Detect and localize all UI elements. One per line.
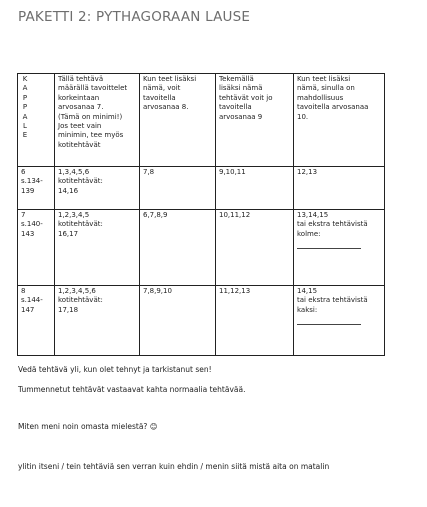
self-assessment-question: Miten meni noin omasta mielestä? 😊 [18, 422, 158, 431]
table-header-row [18, 74, 385, 167]
grade-9-tasks-cell: 9,10,11 [216, 167, 294, 210]
task-plan-table [17, 73, 385, 356]
grade-8-tasks-cell: 6,7,8,9 [140, 210, 216, 286]
grade-7-tasks-cell: 1,3,4,5,6 kotitehtävät: 14,16 [55, 167, 140, 210]
header-grade-7-cell: Tällä tehtävä määrällä tavoittelet korkeintaan arvosanaa 7. (Tämä on minimi!) Jos teet vain minimin, tee myös kotitehtävät [55, 74, 140, 167]
grade-8-tasks-cell: 7,8 [140, 167, 216, 210]
chapter-cell: 7 s.140- 143 [18, 210, 55, 286]
chapter-cell: 8 s.144- 147 [18, 286, 55, 356]
extra-tasks-fill-line[interactable] [297, 248, 361, 249]
header-grade-8-cell: Kun teet lisäksi nämä, voit tavoitella arvosanaa 8. [140, 74, 216, 167]
self-assessment-options[interactable]: ylitin itseni / tein tehtäviä sen verran kuin ehdin / menin siitä mistä aita on matalin [18, 462, 330, 471]
grade-10-tasks-cell: 14,15 tai ekstra tehtävistä kaksi: [294, 286, 385, 356]
grade-8-tasks-cell: 7,8,9,10 [140, 286, 216, 356]
table-row [18, 210, 385, 286]
extra-tasks-fill-line[interactable] [297, 324, 361, 325]
chapter-cell: 6 s.134- 139 [18, 167, 55, 210]
table-row [18, 167, 385, 210]
instruction-strike-through: Vedä tehtävä yli, kun olet tehnyt ja tarkistanut sen! [18, 365, 212, 374]
header-kappale-cell [18, 74, 55, 167]
table-row [18, 286, 385, 356]
grade-7-tasks-cell: 1,2,3,4,5 kotitehtävät: 16,17 [55, 210, 140, 286]
grade-10-tasks-cell: 13,14,15 tai ekstra tehtävistä kolme: [294, 210, 385, 286]
header-grade-9-cell: Tekemällä lisäksi nämä tehtävät voit jo tavoitella arvosanaa 9 [216, 74, 294, 167]
grade-9-tasks-cell: 10,11,12 [216, 210, 294, 286]
grade-9-tasks-cell: 11,12,13 [216, 286, 294, 356]
kappale-vertical-label: K A P P A L E [22, 75, 28, 140]
page-title: PAKETTI 2: PYTHAGORAAN LAUSE [18, 9, 251, 25]
header-grade-10-cell: Kun teet lisäksi nämä, sinulla on mahdollisuus tavoitella arvosanaa 10. [294, 74, 385, 167]
grade-7-tasks-cell: 1,2,3,4,5,6 kotitehtävät: 17,18 [55, 286, 140, 356]
grade-10-tasks-cell: 12,13 [294, 167, 385, 210]
instruction-bold-tasks: Tummennetut tehtävät vastaavat kahta normaalia tehtävää. [18, 385, 246, 394]
